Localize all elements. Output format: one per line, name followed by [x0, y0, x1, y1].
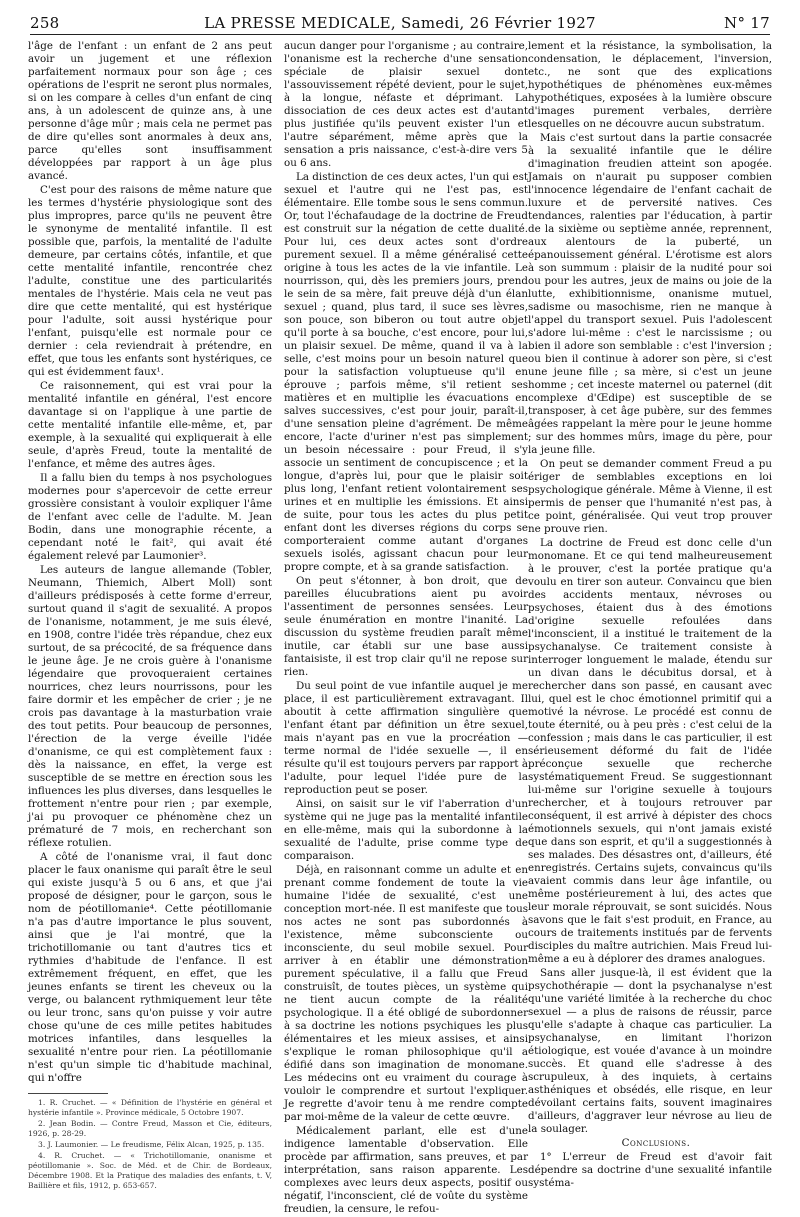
paragraph: Sans aller jusque-là, il est évident que la psychothérapie — dont la psychanalyse n'est qu'une variété limitée à la recherche du choc sexuel — a plus de raisons de réussir, parce qu'elle s'adapte à chaque cas particulier. La psychanalyse, en limitant l'horizon étiologique, est vouée d'avance à un moindre succès. Et quand elle s'adresse à des scrupuleux, à des inquiets, à certains asthéniques et obsédés, elle risque, en leur dévoilant certains faits, souvent imaginaires d'ailleurs, d'aggraver leur névrose au lieu de la soulager. — [528, 967, 772, 1135]
paragraph: Du seul point de vue infantile auquel je me place, il est particulièrement extravagant. Il aboutit à cette affirmation singulière que l'enfant étant par définition un être sexuel, mais n'ayant pas en vue la procréation — terme normal de l'idée sexuelle —, il en résulte qu'il est toujours pervers par rapport à l'adulte, pour lequel l'idée pure de la reproduction peut se poser. — [284, 680, 528, 796]
paragraph: Les auteurs de langue allemande (Tobler, Neumann, Thiemich, Albert Moll) sont d'ailleurs prédisposés à cette forme d'erreur, surtout quand il s'agit de sexualité. A propos de l'onanisme, notamment, je me suis élevé, en 1908, contre l'idée très répandue, chez eux surtout, de sa précocité, de sa fréquence dans le jeune âge. Je ne crois guère à l'onanisme légendaire que provoqueraient certaines nourrices, chez leurs nourrissons, pour les faire dormir et les empêcher de crier ; je ne crois pas davantage à la masturbation vraie des tout petits. Pour beaucoup de personnes, l'érection de la verge éveille l'idée d'onanisme, ce qui est complètement faux : dès la naissance, en effet, la verge est susceptible de se mettre en érection sous les influences les plus diverses, dans lesquelles le frottement n'entre pour rien ; par exemple, j'ai pu provoquer ce phénomène chez un prématuré de 7 mois, en recherchant son réflexe rotulien. — [28, 564, 272, 849]
journal-title: LA PRESSE MEDICALE, Samedi, 26 Février 1927 — [204, 14, 596, 32]
page-header — [30, 12, 770, 35]
paragraph: A côté de l'onanisme vrai, il faut donc placer le faux onanisme qui paraît être le seul qui existe jusqu'à 5 ou 6 ans, et que j'ai proposé de désigner, pour le garçon, sous le nom de péotillomanie⁴. Cette péotillomanie n'a pas d'autre importance le plus souvent, ainsi que je l'ai montré, que la trichotillomanie ou tant d'autres tics et rythmies d'habitude de l'enfance. Il est extrêmement fréquent, en effet, que les jeunes enfants se tirent les cheveux ou la verge, ou balancent rythmiquement leur tête ou leur tronc, sans qu'on puisse y voir autre chose qu'une de ces mille petites habitudes motrices infantiles, dans lesquelles la sexualité n'entre pour rien. La péotillomanie n'est qu'un simple tic d'habitude machinal, qui n'offre — [28, 851, 272, 1084]
paragraph: On peut se demander comment Freud a pu ériger de semblables exceptions en loi psychologique générale. Même à Vienne, il est permis de penser que l'humanité n'est pas, à ce point, généralisée. Qui veut trop prouver ne prouve rien. — [528, 458, 772, 535]
column-3 — [528, 40, 772, 1191]
paragraph: l'âge de l'enfant : un enfant de 2 ans peut avoir un jugement et une réflexion parfaitement normaux pour son âge ; ces opérations de l'esprit ne seront plus normales, si on les compare à celles d'un enfant de cinq ans, à un adolescent de quinze ans, à une personne d'âge mûr ; mais cela ne permet pas de dire qu'elles sont anormales à deux ans, parce qu'elles sont insuffisamment développées par rapport à un âge plus avancé. — [28, 40, 272, 182]
paragraph: Déjà, en raisonnant comme un adulte et en prenant comme fondement de toute la vie humaine l'idée de sexualité, c'est une conception mort-née. Il est manifeste que tous nos actes ne sont pas subordonnés à l'existence, même subconsciente ou inconsciente, du seul mobile sexuel. Pour arriver à en établir une démonstration purement spéculative, il a fallu que Freud construisît, de toutes pièces, un système qui ne tient aucun compte de la réalité psychologique. Il a été obligé de subordonner à sa doctrine les notions psychiques les plus élémentaires et les mieux assises, et ainsi s'explique le roman philosophique qu'il a édifié dans son imagination de monomane. Les médecins ont eu vraiment du courage à vouloir le comprendre et surtout l'expliquer. Je regrette d'avoir tenu à me rendre compte par moi-même de la valeur de cette œuvre. — [284, 864, 528, 1123]
paragraph: aucun danger pour l'organisme ; au contraire, l'onanisme est la recherche d'une sensation spéciale de plaisir sexuel dont l'assouvissement répété devient, pour le sujet, à la longue, néfaste et déprimant. La dissociation de ces deux actes est d'autant plus justifiée qu'ils peuvent exister l'un et l'autre séparément, même après que la sensation a pris naissance, c'est-à-dire vers 5 ou 6 ans. — [284, 40, 528, 169]
paragraph: La distinction de ces deux actes, l'un qui est sexuel et l'autre qui ne l'est pas, est élémentaire. Elle tombe sous le sens commun. Or, tout l'échafaudage de la doctrine de Freud est construit sur la négation de cette dualité. Pour lui, ces deux actes sont d'ordre purement sexuel. Il a même généralisé cette origine à tous les actes de la vie infantile. Le nourrisson, qui, dès les premiers jours, prend le sein de sa mère, fait preuve déjà d'un élan sexuel ; quand, plus tard, il suce ses lèvres, son pouce, son biberon ou tout autre objet qu'il porte à sa bouche, c'est encore, pour lui, un plaisir sexuel. De même, quand il va à la selle, c'est moins pour un besoin naturel que pour la satisfaction voluptueuse qu'il en éprouve ; parfois même, s'il retient ses matières et en multiplie les évacuations en salves successives, c'est pour jouir, paraît-il, d'une sensation pleine d'agrément. De même encore, l'acte d'uriner n'est pas simplement un besoin nécessaire : pour Freud, il s'y associe un sentiment de concupiscence ; et la longue, d'après lui, pour que le plaisir soit plus long, l'enfant retient volontairement ses urines et en multiplie les émissions. Et ainsi de suite, pour tous les actes du plus petit enfant dont les diverses régions du corps se comporteraient comme autant d'organes sexuels isolés, agissant chacun pour leur propre compte, et à sa grande satisfaction. — [284, 171, 528, 573]
paragraph: Ce raisonnement, qui est vrai pour la mentalité infantile en général, l'est encore davantage si on l'applique à une partie de cette mentalité infantile elle-même, et, par exemple, à la sexualité qui expliquerait à elle seule, d'après Freud, toute la mentalité de l'enfance, et même des autres âges. — [28, 380, 272, 470]
section-title: Conclusions. — [621, 1137, 691, 1149]
paragraph: La doctrine de Freud est donc celle d'un monomane. Et ce qui tend malheureusement à le prouver, c'est la portée pratique qu'a voulu en tirer son auteur. Convaincu que bien des accidents mentaux, névroses ou psychoses, étaient dus à des émotions d'origine sexuelle refoulées dans l'inconscient, il a institué le traitement de la psychanalyse. Ce traitement consiste à interroger longuement le malade, étendu sur un divan dans le décubitus dorsal, et à rechercher dans son passé, en causant avec lui, quel est le choc émotionnel primitif qui a motivé la névrose. Le procédé est connu de toute éternité, ou à peu près : c'est celui de la confession ; mais dans le cas particulier, il est sérieusement déformé du fait de l'idée préconçue sexuelle que recherche systématiquement Freud. Se suggestionnant lui-même sur l'origine sexuelle à toujours rechercher, et à toujours retrouver par conséquent, il est arrivé à dépister des chocs émotionnels sexuels, qui n'ont jamais existé que dans son esprit, et qu'il a suggestionnés à ses malades. Des désastres ont, d'ailleurs, été enregistrés. Certains sujets, convaincus qu'ils avaient commis dans leur âge infantile, ou même postérieurement à lui, des actes que leur morale réprouvait, se sont suicidés. Nous savons que le fait s'est produit, en France, au cours de traitements institués par de fervents disciples du maître autrichien. Mais Freud lui-même a eu à déplorer des drames analogues. — [528, 537, 772, 965]
footnote: 1. R. Cruchet. — « Définition de l'hystérie en général et hystérie infantile ». Province médicale, 5 Octobre 1907. — [28, 1098, 272, 1117]
column-1 — [28, 40, 272, 1192]
footnote: 2. Jean Bodin. — Contre Freud, Masson et Cie, éditeurs, 1926, p. 28-29. — [28, 1119, 272, 1138]
paragraph: lement et la résistance, la symbolisation, la condensation, le déplacement, l'inversion, etc., ne sont que des explications hypothétiques de phénomènes eux-mêmes hypothétiques, exposées à la lumière obscure d'images purement verbales, derrière lesquelles on ne découvre aucun substratum. — [528, 40, 772, 130]
paragraph: Médicalement parlant, elle est d'une indigence lamentable d'observation. Elle procède par affirmation, sans preuves, et par interprétation, sans raison apparente. Les complexes avec leurs deux aspects, positif ou négatif, l'inconscient, clé de voûte du système freudien, la censure, le refou- — [284, 1125, 528, 1215]
footnote-rule — [28, 1093, 108, 1094]
paragraph: Il a fallu bien du temps à nos psychologues modernes pour s'apercevoir de cette erreur grossière consistant à vouloir expliquer l'âme de l'enfant avec celle de l'adulte. M. Jean Bodin, dans une monographie récente, a cependant noté le fait², qui avait été également relevé par Laumonier³. — [28, 472, 272, 562]
paragraph: Ainsi, on saisit sur le vif l'aberration d'un système qui ne juge pas la mentalité infantile en elle-même, mais qui la subordonne à la sexualité de l'adulte, prise comme type de comparaison. — [284, 798, 528, 862]
column-2 — [284, 40, 528, 1217]
page-number: 258 — [30, 14, 60, 32]
footnote: 4. R. Cruchet. — « Trichotillomanie, onanisme et péotillomanie ». Soc. de Méd. et de Chir. de Bordeaux, Décembre 1908. Et la Pratique des maladies des enfants, t. V, Baillière et fils, 1912, p. 653-657. — [28, 1151, 272, 1190]
paragraph: 1° L'erreur de Freud est d'avoir fait dépendre sa doctrine d'une sexualité infantile systéma- — [528, 1151, 772, 1189]
issue-number: N° 17 — [724, 14, 770, 32]
footnote: 3. J. Laumonier. — Le freudisme, Félix Alcan, 1925, p. 135. — [38, 1140, 265, 1149]
footnotes — [28, 1098, 272, 1191]
paragraph: On peut s'étonner, à bon droit, que de pareilles élucubrations aient pu avoir l'assentiment de personnes sensées. Leur seule énumération en montre l'inanité. La discussion du système freudien paraît même inutile, car établi sur une base aussi fantaisiste, il est trop clair qu'il ne repose sur rien. — [284, 575, 528, 678]
paragraph: C'est pour des raisons de même nature que les termes d'hystérie physiologique sont des plus impropres, parce qu'ils ne peuvent être le synonyme de mentalité infantile. Il est possible que, parfois, la mentalité de l'adulte demeure, par certains côtés, infantile, et que cette mentalité infantile, rencontrée chez l'adulte, constitue une des particularités mentales de l'hystérie. Mais cela ne veut pas dire que cette mentalité, qui est hystérique pour l'adulte, soit aussi hystérique pour l'enfant, puisqu'elle est normale pour ce dernier : cela reviendrait à prétendre, en effet, que tous les enfants sont hystériques, ce qui est évidemment faux¹. — [28, 184, 272, 378]
paragraph: Mais c'est surtout dans la partie consacrée à la sexualité infantile que le délire d'imagination freudien atteint son apogée. Jamais on n'aurait pu supposer combien l'innocence légendaire de l'enfant cachait de luxure et de perversité natives. Ces tendances, ralenties par l'éducation, à partir de la sixième ou septième année, reprennent, aux alentours de la puberté, un épanouissement général. L'érotisme est alors à son summum : plaisir de la nudité pour soi ou pour les autres, jeux de mains ou joie de la lutte, exhibitionnisme, onanisme mutuel, sadisme ou masochisme, rien ne manque à l'appel du transport sexuel. Puis l'adolescent s'adore lui-même : c'est le narcissisme ; ou bien il adore son semblable : c'est l'inversion ; ou bien il continue à adorer son père, si c'est une jeune fille ; sa mère, si c'est un jeune homme ; cet inceste maternel ou paternel (dit complexe d'Œdipe) est susceptible de se transposer, à cet âge pubère, sur des femmes âgées rappelant la mère pour le jeune homme ; sur des hommes mûrs, image du père, pour la jeune fille. — [528, 132, 772, 456]
